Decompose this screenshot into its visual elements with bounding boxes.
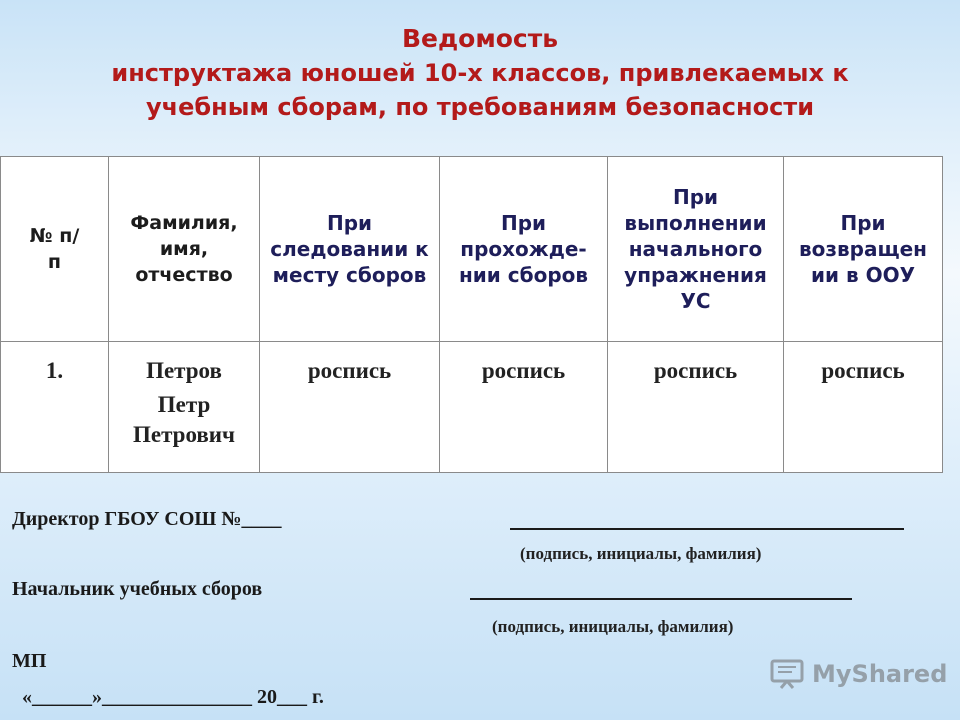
row-number: 1. [1, 342, 109, 473]
director-signature-caption: (подпись, инициалы, фамилия) [520, 544, 762, 563]
header-travel-to-camp: При следовании к месту сборов [260, 157, 440, 342]
row-surname: Петров [146, 358, 222, 383]
row-sign-travel: роспись [260, 342, 440, 473]
title-line-2: инструктажа юношей 10-х классов, привлекаемых к [111, 59, 849, 87]
row-patronymic: Петрович [132, 422, 236, 447]
title-line-3: учебным сборам, по требованиям безопасности [145, 93, 815, 121]
director-label: Директор ГБОУ СОШ №____ [12, 508, 282, 530]
table-header-row [1, 157, 943, 342]
title-line-1: Ведомость [401, 24, 559, 53]
row-sign-exercise: роспись [608, 342, 784, 473]
header-number: № п/п [1, 157, 109, 342]
header-initial-exercise: При выполнении начального упражнения УС [608, 157, 784, 342]
table-row [1, 342, 943, 473]
row-name: Петр [157, 392, 211, 417]
document-title [0, 22, 960, 124]
watermark-text: MyShared [812, 660, 948, 688]
header-during-camp: При прохожде-нии сборов [440, 157, 608, 342]
row-sign-camp: роспись [440, 342, 608, 473]
presentation-board-icon [770, 659, 804, 689]
row-sign-return: роспись [784, 342, 943, 473]
director-signature-line [510, 528, 904, 530]
chief-signature-caption: (подпись, инициалы, фамилия) [492, 617, 734, 636]
camp-chief-label: Начальник учебных сборов [12, 578, 263, 600]
chief-signature-line [470, 598, 852, 600]
briefing-table [0, 156, 943, 473]
header-return: При возвращен ии в ООУ [784, 157, 943, 342]
row-full-name [109, 342, 260, 473]
header-full-name: Фамилия, имя, отчество [109, 157, 260, 342]
date-line: «______»_______________ 20___ г. [22, 686, 324, 708]
stamp-label: МП [12, 650, 47, 672]
watermark [770, 656, 947, 692]
